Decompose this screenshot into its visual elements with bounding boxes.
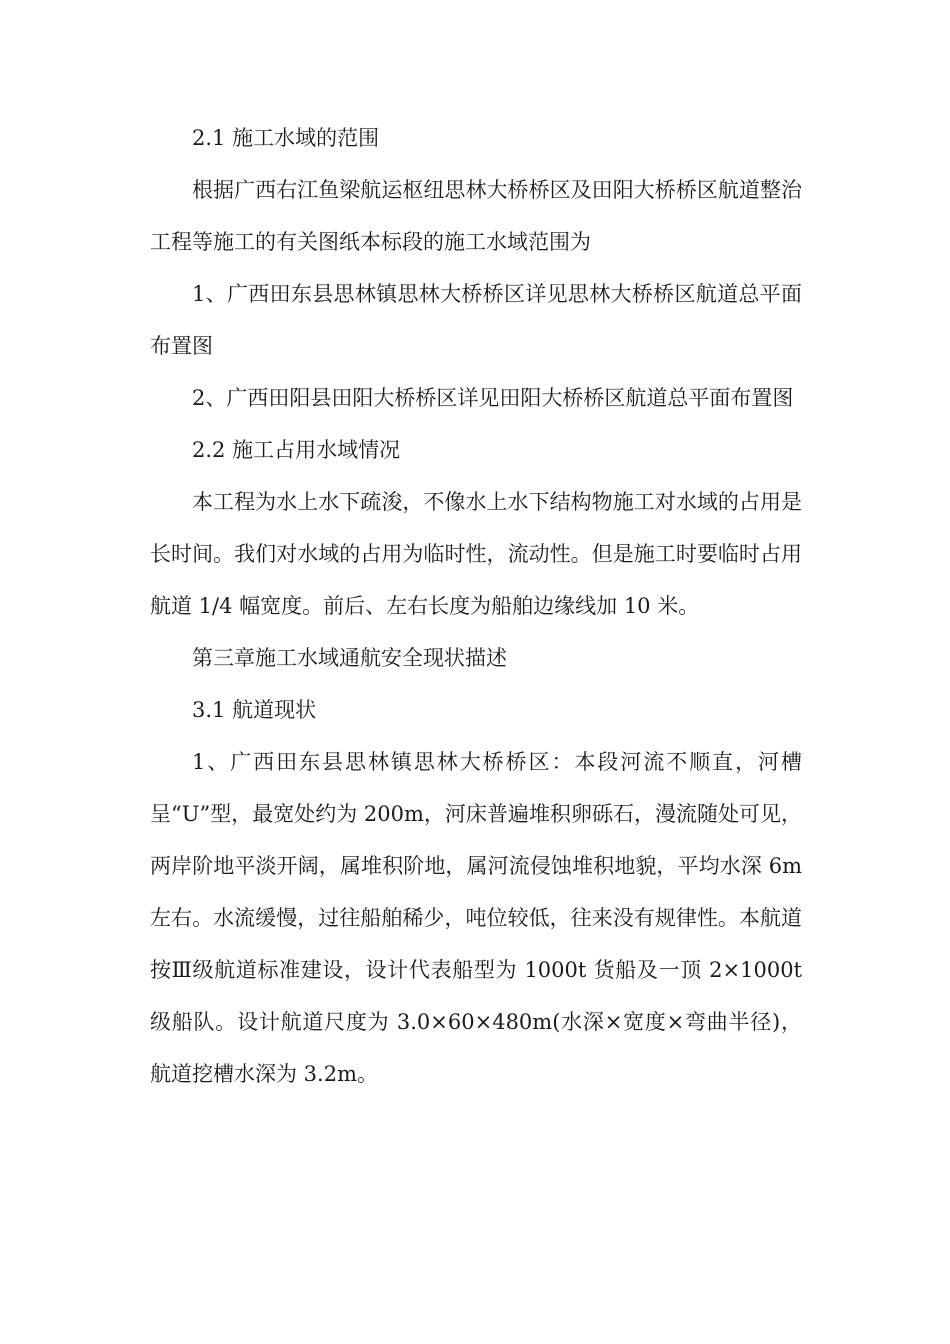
paragraph-scope-intro: 根据广西右江鱼梁航运枢纽思林大桥桥区及田阳大桥桥区航道整治工程等施工的有关图纸本标段的施工水域范围为 bbox=[150, 178, 802, 254]
paragraph-scope-item-1: 1、广西田东县思林镇思林大桥桥区详见思林大桥桥区航道总平面布置图 bbox=[150, 282, 802, 358]
chapter-heading-3: 第三章施工水域通航安全现状描述 bbox=[192, 646, 507, 670]
paragraph-channel-status: 1、广西田东县思林镇思林大桥桥区：本段河流不顺直，河槽呈“U”型，最宽处约为 200m，河床普遍堆积卵砾石，漫流随处可见，两岸阶地平淡开阔，属堆积阶地，属河流侵蚀堆积地貌，平均水深 6m 左右。水流缓慢，过往船舶稀少，吨位较低，往来没有规律性。本航道按Ⅲ级航道标准建设，设计代表船型为 1000t 货船及一顶 2×1000t 级船队。设计航道尺度为 3.0×60×480m(水深×宽度×弯曲半径)，航道挖槽水深为 3.2m。 bbox=[150, 750, 802, 1086]
section-heading-3-1: 3.1 航道现状 bbox=[192, 698, 317, 722]
section-heading-2-1: 2.1 施工水域的范围 bbox=[192, 126, 380, 150]
section-heading-2-2: 2.2 施工占用水域情况 bbox=[192, 438, 401, 462]
paragraph-scope-item-2: 2、广西田阳县田阳大桥桥区详见田阳大桥桥区航道总平面布置图 bbox=[192, 386, 794, 410]
paragraph-water-occupation: 本工程为水上水下疏浚，不像水上水下结构物施工对水域的占用是长时间。我们对水域的占用为临时性，流动性。但是施工时要临时占用航道 1/4 幅宽度。前后、左右长度为船舶边缘线加 10 米。 bbox=[150, 490, 802, 618]
document-body bbox=[150, 112, 802, 1100]
